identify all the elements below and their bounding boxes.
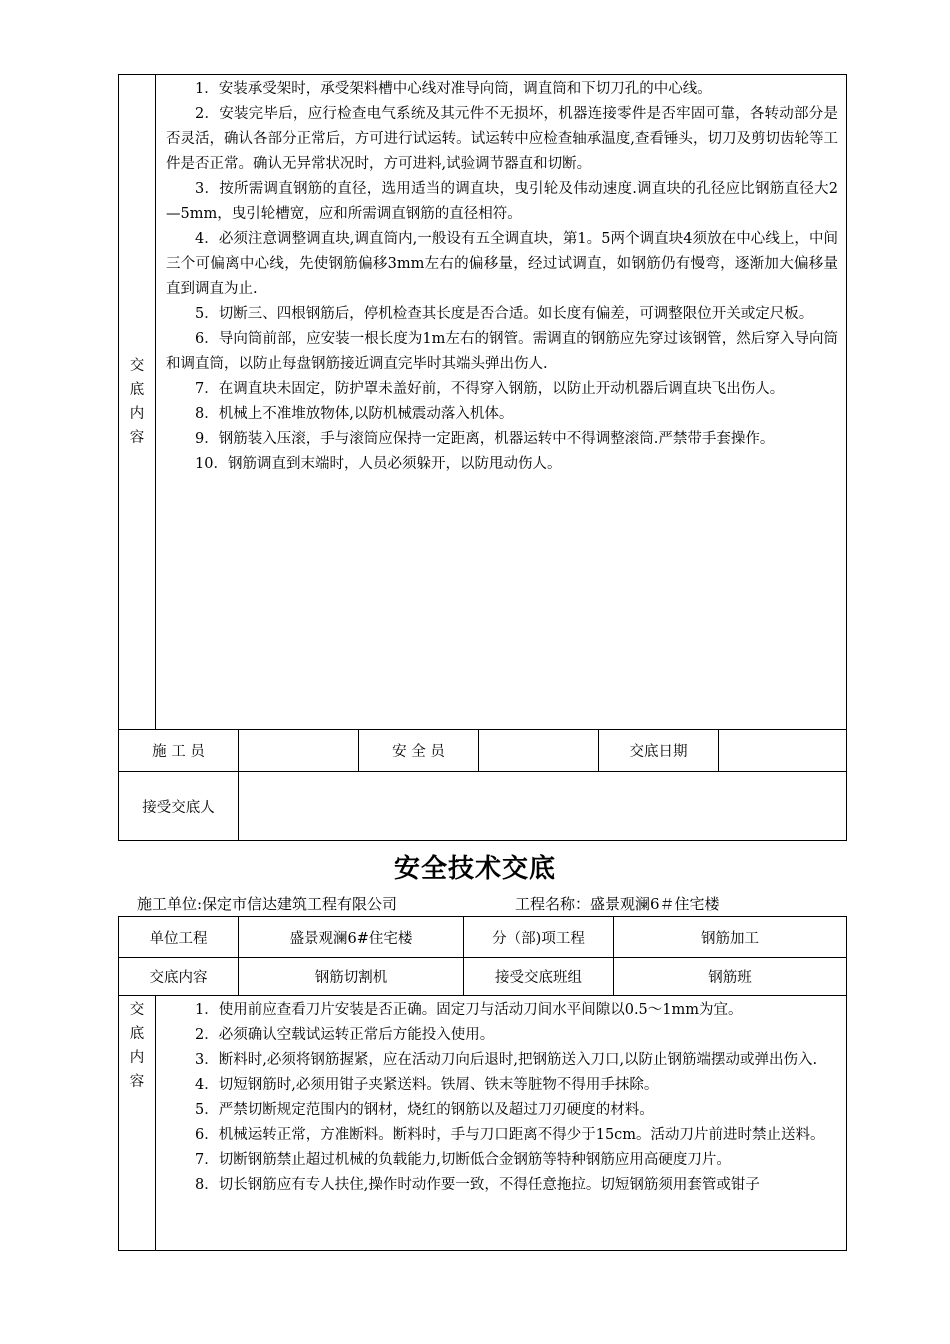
content-value: 钢筋切割机 — [239, 958, 464, 996]
label-char: 交 — [129, 1002, 145, 1018]
worker-value — [239, 730, 359, 772]
unit-project-label: 单位工程 — [119, 917, 239, 958]
disclosure-date-label: 交底日期 — [599, 730, 719, 772]
list-item: 4．切短钢筋时,必须用钳子夹紧送料。铁屑、铁末等脏物不得用手抹除。 — [195, 1077, 659, 1093]
list-item: 2．安装完毕后，应行检查电气系统及其元件不无损坏，机器连接零件是否牢固可靠，各转动部分是否灵活，确认各部分正常后，方可进行试运转。试运转中应检查轴承温度,查看锤头，切刀及剪切齿轮等工件是否正常。确认无异常状况时，方可进料,试验调节器直和切断。 — [166, 106, 839, 172]
list-item: 9．钢筋装入压滚，手与滚筒应保持一定距离，机器运转中不得调整滚筒.严禁带手套操作。 — [195, 431, 775, 447]
disclosure-content-label-2 — [119, 996, 156, 1251]
list-item: 6．机械运转正常，方准断料。断料时，手与刀口距离不得少于15cm。活动刀片前进时禁止送料。 — [195, 1127, 825, 1143]
list-item: 3．断料时,必须将钢筋握紧，应在活动刀向后退时,把钢筋送入刀口,以防止钢筋端摆动或弹出伤入. — [195, 1052, 818, 1068]
label-char: 容 — [129, 430, 145, 446]
disclosure-date-value — [719, 730, 847, 772]
list-item: 7．切断钢筋禁止超过机械的负载能力,切断低合金钢筋等特种钢筋应用高硬度刀片。 — [195, 1152, 731, 1168]
label-char: 容 — [129, 1074, 145, 1090]
receiver-label: 接受交底人 — [119, 772, 239, 841]
list-item: 6．导向筒前部，应安装一根长度为1m左右的钢管。需调直的钢筋应先穿过该钢管，然后穿入导向筒和调直筒，以防止每盘钢筋接近调直完毕时其端头弹出伤人. — [166, 331, 839, 372]
sub-project-value: 钢筋加工 — [614, 917, 847, 958]
construction-unit: 施工单位:保定市信达建筑工程有限公司 — [137, 895, 398, 913]
document-title: 安全技术交底 — [393, 854, 556, 884]
list-item: 4．必须注意调整调直块,调直筒内,一般设有五全调直块，第1。5两个调直块4须放在中心线上，中间三个可偏离中心线，先使钢筋偏移3mm左右的偏移量，经过试调直，如钢筋仍有慢弯，逐渐加大偏移量直到调直为止. — [166, 231, 839, 297]
project-name: 工程名称：盛景观澜6＃住宅楼 — [515, 895, 720, 913]
unit-project-value: 盛景观澜6#住宅楼 — [239, 917, 464, 958]
list-item: 1．使用前应查看刀片安装是否正确。固定刀与活动刀间水平间隙以0.5～1mm为宜。 — [195, 1002, 743, 1018]
list-item: 5．切断三、四根钢筋后，停机检查其长度是否合适。如长度有偏差，可调整限位开关或定尺板。 — [195, 306, 814, 322]
safety-officer-value — [479, 730, 599, 772]
disclosure-content-body — [156, 75, 847, 730]
team-value: 钢筋班 — [614, 958, 847, 996]
list-item: 7．在调直块未固定，防护罩未盖好前，不得穿入钢筋，以防止开动机器后调直块飞出伤人。 — [195, 381, 785, 397]
list-item: 5．严禁切断规定范围内的钢材，烧红的钢筋以及超过刀刃硬度的材料。 — [195, 1102, 654, 1118]
worker-label: 施 工 员 — [119, 730, 239, 772]
label-char: 底 — [129, 382, 145, 398]
list-item: 1．安装承受架时，承受架料槽中心线对准导向筒，调直筒和下切刀孔的中心线。 — [195, 81, 712, 97]
receiver-value — [239, 772, 847, 841]
label-char: 内 — [129, 1050, 145, 1066]
disclosure-content-body-2 — [156, 996, 847, 1251]
team-label: 接受交底班组 — [464, 958, 614, 996]
list-item: 2．必须确认空载试运转正常后方能投入使用。 — [195, 1027, 495, 1043]
list-item: 10．钢筋调直到末端时，人员必须躲开，以防甩动伤人。 — [195, 456, 562, 472]
label-char: 交 — [129, 358, 145, 374]
bottom-disclosure-table — [118, 916, 847, 1251]
top-disclosure-table — [118, 74, 847, 841]
sub-project-label: 分（部)项工程 — [464, 917, 614, 958]
list-item: 8．切长钢筋应有专人扶住,操作时动作要一致，不得任意拖拉。切短钢筋须用套管或钳子 — [195, 1177, 760, 1193]
label-char: 内 — [129, 406, 145, 422]
list-item: 3．按所需调直钢筋的直径，选用适当的调直块，曳引轮及伟动速度.调直块的孔径应比钢筋直径大2—5mm，曳引轮槽宽，应和所需调直钢筋的直径相符。 — [166, 181, 839, 222]
content-label: 交底内容 — [119, 958, 239, 996]
safety-officer-label: 安 全 员 — [359, 730, 479, 772]
list-item: 8．机械上不准堆放物体,以防机械震动落入机体。 — [195, 406, 514, 422]
disclosure-content-label — [119, 75, 156, 730]
label-char: 底 — [129, 1026, 145, 1042]
